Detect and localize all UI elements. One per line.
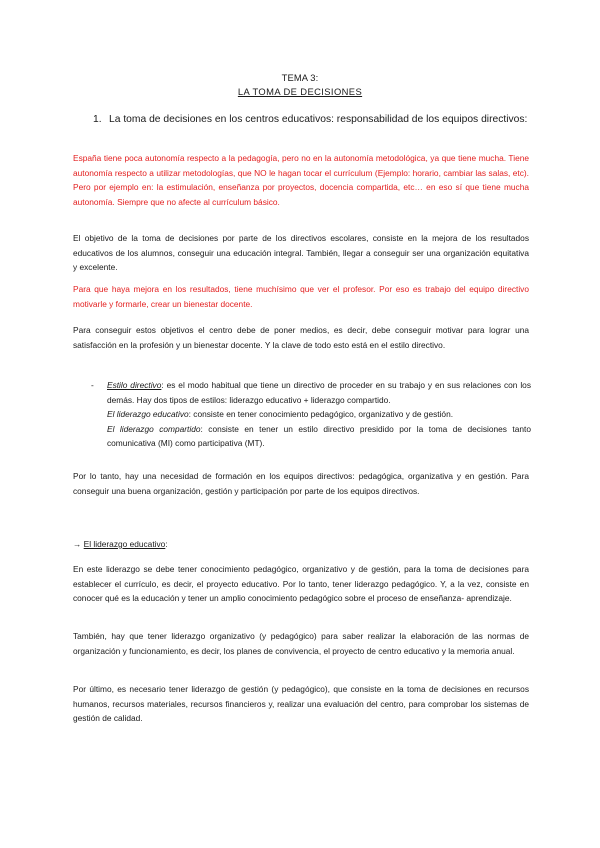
section-1-heading	[93, 113, 533, 126]
paragraph-means: Para conseguir estos objetivos el centro debe de poner medios, es decir, debe conseguir motivar para lograr una satisfacción en la profesión y un bienestar docente. Y la clave de todo esto está en el estilo directivo.	[73, 325, 529, 350]
tema-label: TEMA 3:	[281, 72, 319, 83]
section-1-text: La toma de decisiones en los centros educativos: responsabilidad de los equipos directivos:	[109, 114, 528, 125]
section-number: 1.	[93, 114, 102, 125]
bullet-liderazgo-compartido	[107, 422, 531, 451]
bullet-liderazgo-educativo	[107, 407, 531, 422]
bullet-item	[107, 378, 531, 451]
bullet-list	[91, 378, 531, 451]
page-title: LA TOMA DE DECISIONES	[237, 86, 363, 97]
note-teacher: Para que haya mejora en los resultados, tiene muchísimo que ver el profesor. Por eso es trabajo del equipo directivo motivarle y formarle, crear un bienestar docente.	[73, 284, 529, 309]
def-estilo-directivo: : es el modo habitual que tiene un directivo de proceder en su trabajo y en sus relaciones con los demás. Hay dos tipos de estilos: liderazgo educativo + liderazgo compartido.	[107, 380, 531, 405]
term-liderazgo-compartido: El liderazgo compartido	[107, 423, 201, 434]
term-estilo-directivo: Estilo directivo	[107, 380, 162, 390]
subheading-colon: :	[165, 539, 168, 549]
def-liderazgo-educativo: : consiste en tener conocimiento pedagógico, organizativo y de gestión.	[188, 409, 454, 420]
subheading-label: El liderazgo educativo	[83, 539, 166, 549]
note-autonomy: España tiene poca autonomía respecto a la pedagogía, pero no en la autonomía metodológica, ya que tiene mucha. Tiene autonomía respecto a utilizar metodologías, que NO le hagan tocar el currículum (Ejemplo: horario, cambiar las salas, etc). Pero por ejemplo en: la estimulación, enseñanza por proyectos, docencia compartida, etc… en eso sí que tiene mucha autonomía. Siempre que no afecte al currículum básico.	[73, 153, 529, 207]
bullet-style-directivo	[107, 378, 531, 407]
bullet-dash: -	[91, 380, 94, 390]
paragraph-organizational: También, hay que tener liderazgo organizativo (y pedagógico) para saber realizar la elaboración de las normas de organización y funcionamiento, es decir, los planes de convivencia, el proyecto de centro educativo y la memoria anual.	[73, 631, 529, 656]
paragraph-formation: Por lo tanto, hay una necesidad de formación en los equipos directivos: pedagógica, organizativa y en gestión. Para conseguir una buena organización, gestión y participación por parte de los equipos directivos.	[73, 471, 529, 496]
def-liderazgo-compartido: : consiste en tener un estilo directivo presidido por la toma de decisiones tanto comunicativa (MI) como participativa (MT).	[107, 423, 531, 449]
paragraph-objective: El objetivo de la toma de decisiones por parte de los directivos escolares, consiste en la mejora de los resultados educativos de los alumnos, conseguir una educación integral. También, llegar a conseguir ser una organización equitativa y excelente.	[73, 233, 529, 273]
paragraph-pedagogic: En este liderazgo se debe tener conocimiento pedagógico, organizativo y de gestión, para la toma de decisiones para establecer el currículo, es decir, el proyecto educativo. Por lo tanto, tener liderazgo pedagógico. Y, a la vez, consiste en conocer qué es la educación y tener un amplio conocimiento pedagógico sobre el proceso de enseñanza- aprendizaje.	[73, 564, 529, 604]
arrow-icon: →	[73, 539, 82, 549]
subheading-liderazgo-educativo	[73, 537, 529, 552]
term-liderazgo-educativo: El liderazgo educativo	[107, 409, 189, 420]
paragraph-management: Por último, es necesario tener liderazgo de gestión (y pedagógico), que consiste en la toma de decisiones en recursos humanos, recursos materiales, recursos financieros y, realizar una evaluación del centro, para comprobar los sistemas de gestión de calidad.	[73, 684, 529, 724]
